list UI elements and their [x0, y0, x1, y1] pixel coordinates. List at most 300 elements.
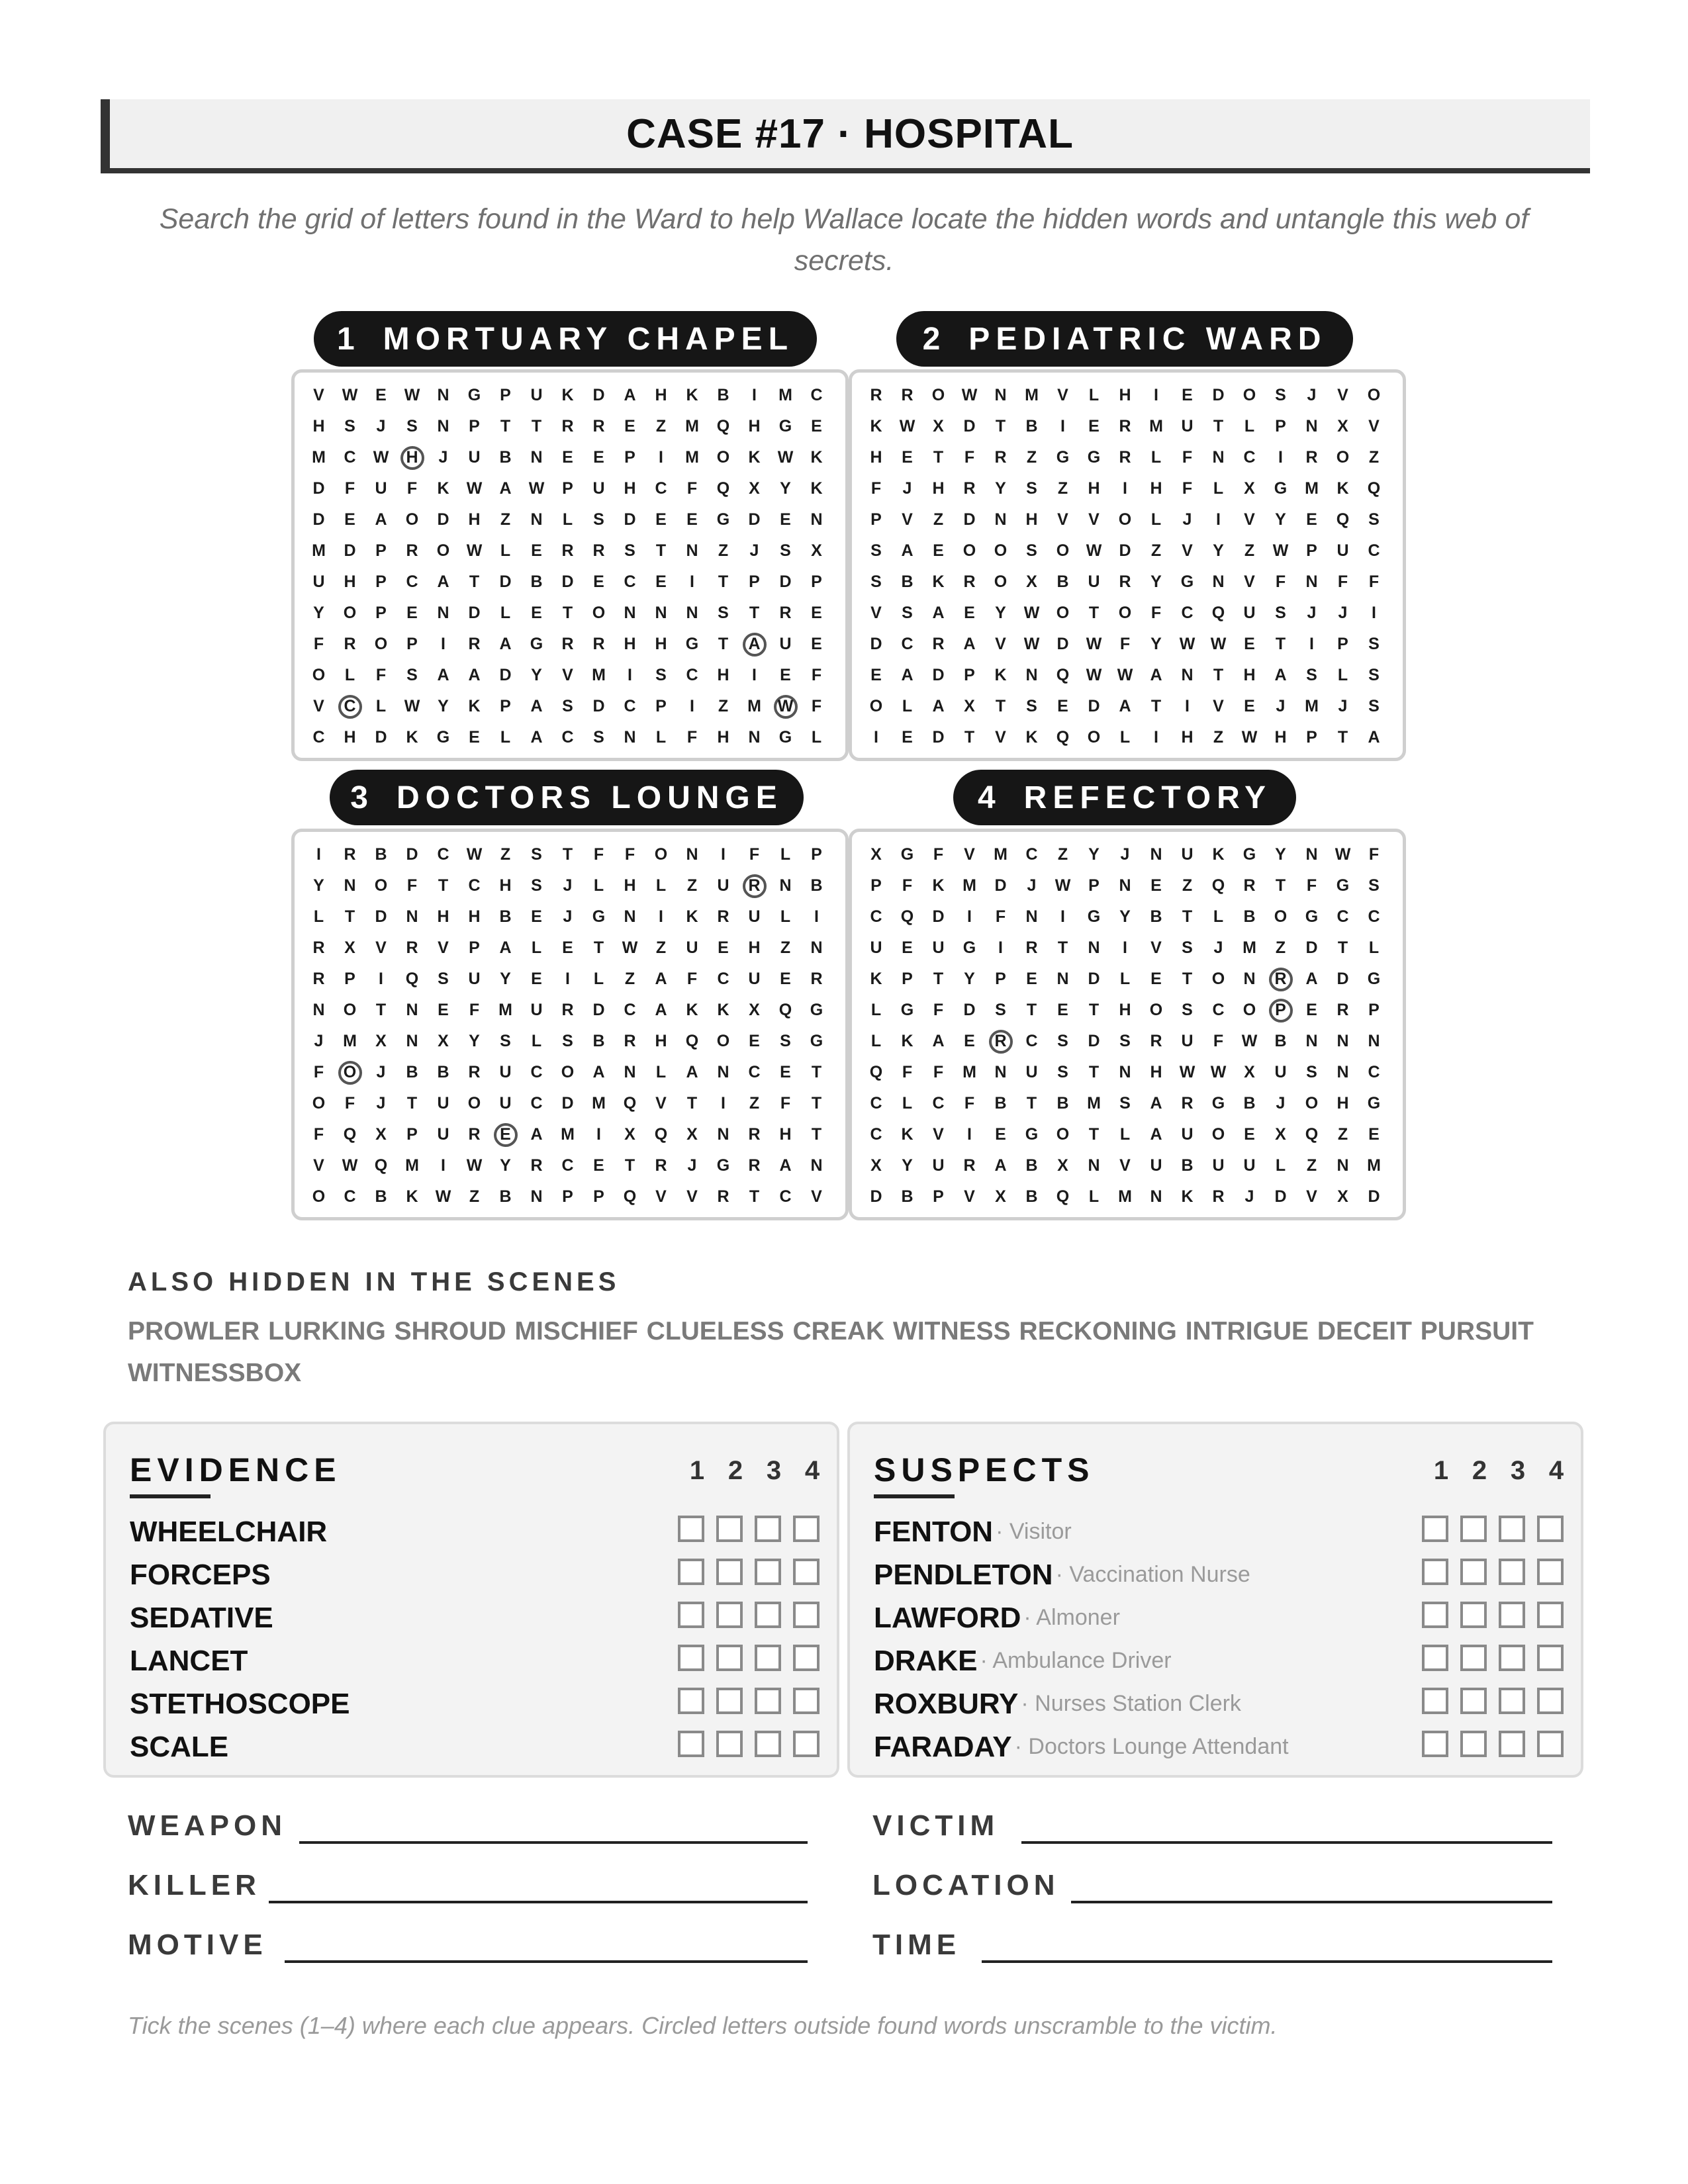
- grid-letter[interactable]: U: [468, 448, 481, 467]
- grid-letter[interactable]: R: [1119, 417, 1131, 435]
- grid-letter[interactable]: X: [1337, 417, 1348, 435]
- grid-letter[interactable]: N: [530, 448, 543, 467]
- scene-checkbox[interactable]: [1422, 1731, 1448, 1757]
- scene-checkbox[interactable]: [1537, 1645, 1564, 1671]
- grid-letter[interactable]: Z: [718, 541, 729, 560]
- grid-letter[interactable]: T: [1337, 728, 1348, 747]
- grid-letter[interactable]: E: [531, 541, 542, 560]
- grid-letter[interactable]: Y: [313, 876, 324, 895]
- scene-checkbox[interactable]: [1499, 1602, 1525, 1628]
- grid-letter[interactable]: J: [902, 479, 912, 498]
- grid-letter[interactable]: N: [1088, 1156, 1100, 1175]
- grid-letter[interactable]: N: [312, 1001, 325, 1019]
- scene-checkbox[interactable]: [1422, 1645, 1448, 1671]
- grid-letter[interactable]: K: [717, 1001, 729, 1019]
- grid-letter[interactable]: R: [810, 970, 823, 988]
- grid-letter[interactable]: L: [902, 697, 913, 715]
- grid-letter[interactable]: B: [1056, 572, 1069, 591]
- grid-letter[interactable]: A: [1368, 728, 1380, 747]
- grid-letter[interactable]: Y: [1213, 541, 1224, 560]
- grid-letter[interactable]: W: [404, 386, 420, 404]
- grid-letter[interactable]: M: [685, 448, 699, 467]
- grid-letter[interactable]: B: [994, 1094, 1007, 1113]
- grid-letter[interactable]: N: [406, 907, 418, 926]
- grid-letter[interactable]: Z: [500, 510, 511, 529]
- grid-letter[interactable]: D: [375, 728, 387, 747]
- grid-letter[interactable]: A: [530, 728, 543, 747]
- grid-letter[interactable]: Q: [900, 907, 914, 926]
- grid-letter[interactable]: E: [718, 938, 729, 957]
- grid-letter[interactable]: B: [1243, 907, 1256, 926]
- grid-letter[interactable]: F: [1337, 572, 1348, 591]
- grid-letter[interactable]: W: [466, 1156, 483, 1175]
- grid-letter[interactable]: E: [375, 386, 387, 404]
- grid-letter[interactable]: D: [1274, 1187, 1287, 1206]
- grid-letter[interactable]: D: [1088, 1032, 1100, 1050]
- grid-letter[interactable]: Q: [716, 479, 730, 498]
- grid-letter[interactable]: R: [468, 1125, 481, 1144]
- grid-letter[interactable]: F: [406, 479, 418, 498]
- grid-letter[interactable]: O: [1243, 386, 1256, 404]
- grid-letter[interactable]: X: [749, 479, 760, 498]
- grid-letter[interactable]: E: [964, 1032, 975, 1050]
- grid-letter[interactable]: X: [624, 1125, 635, 1144]
- grid-letter[interactable]: T: [933, 970, 944, 988]
- grid-letter[interactable]: H: [344, 572, 356, 591]
- grid-letter[interactable]: Y: [1150, 635, 1162, 653]
- grid-letter[interactable]: F: [469, 1001, 480, 1019]
- grid-letter[interactable]: W: [1179, 635, 1196, 653]
- grid-letter[interactable]: G: [436, 728, 450, 747]
- grid-letter[interactable]: D: [344, 541, 356, 560]
- grid-letter[interactable]: D: [932, 907, 945, 926]
- grid-letter[interactable]: J: [1307, 386, 1317, 404]
- grid-letter[interactable]: Y: [995, 604, 1006, 622]
- grid-letter[interactable]: E: [780, 970, 791, 988]
- grid-letter[interactable]: B: [375, 845, 387, 864]
- grid-letter[interactable]: M: [1149, 417, 1163, 435]
- grid-letter[interactable]: E: [902, 938, 913, 957]
- grid-letter[interactable]: H: [717, 666, 729, 684]
- grid-letter[interactable]: S: [438, 970, 449, 988]
- grid-letter[interactable]: L: [1088, 386, 1100, 404]
- grid-letter[interactable]: F: [406, 876, 418, 895]
- grid-letter[interactable]: F: [964, 1094, 975, 1113]
- grid-letter[interactable]: W: [466, 541, 483, 560]
- grid-letter[interactable]: O: [561, 1063, 575, 1081]
- grid-letter[interactable]: V: [811, 1187, 822, 1206]
- grid-letter[interactable]: O: [1118, 604, 1132, 622]
- grid-letter[interactable]: T: [562, 845, 573, 864]
- grid-letter[interactable]: Q: [869, 1063, 883, 1081]
- grid-letter[interactable]: S: [995, 1001, 1006, 1019]
- grid-letter[interactable]: P: [375, 572, 387, 591]
- grid-letter[interactable]: V: [1368, 417, 1380, 435]
- grid-letter[interactable]: F: [1368, 845, 1380, 864]
- grid-letter[interactable]: W: [961, 386, 978, 404]
- grid-letter[interactable]: O: [994, 541, 1008, 560]
- grid-letter[interactable]: H: [468, 510, 481, 529]
- grid-letter[interactable]: O: [343, 604, 357, 622]
- grid-letter[interactable]: K: [748, 448, 761, 467]
- grid-letter[interactable]: P: [1368, 1001, 1380, 1019]
- scene-checkbox[interactable]: [678, 1688, 704, 1714]
- grid-letter[interactable]: T: [1213, 666, 1224, 684]
- grid-letter[interactable]: D: [1336, 970, 1349, 988]
- grid-letter[interactable]: D: [932, 728, 945, 747]
- grid-letter[interactable]: M: [592, 1094, 606, 1113]
- scene-checkbox[interactable]: [1460, 1731, 1487, 1757]
- grid-letter[interactable]: S: [593, 510, 604, 529]
- grid-letter[interactable]: D: [375, 907, 387, 926]
- grid-letter[interactable]: T: [811, 1094, 822, 1113]
- grid-letter[interactable]: O: [654, 845, 668, 864]
- grid-letter[interactable]: W: [373, 448, 389, 467]
- grid-letter[interactable]: U: [437, 1094, 449, 1113]
- circled-letter[interactable]: W: [770, 691, 801, 722]
- grid-letter[interactable]: C: [932, 1094, 945, 1113]
- grid-letter[interactable]: S: [406, 666, 418, 684]
- grid-letter[interactable]: F: [313, 635, 324, 653]
- grid-letter[interactable]: N: [437, 417, 449, 435]
- grid-letter[interactable]: N: [1150, 845, 1162, 864]
- grid-letter[interactable]: E: [933, 541, 944, 560]
- grid-letter[interactable]: E: [1244, 635, 1255, 653]
- grid-letter[interactable]: B: [1243, 1094, 1256, 1113]
- grid-letter[interactable]: Z: [718, 697, 729, 715]
- grid-letter[interactable]: U: [1181, 1032, 1194, 1050]
- grid-letter[interactable]: P: [964, 666, 975, 684]
- grid-letter[interactable]: R: [1119, 448, 1131, 467]
- grid-letter[interactable]: F: [780, 1094, 791, 1113]
- grid-letter[interactable]: S: [1275, 604, 1286, 622]
- grid-letter[interactable]: S: [1182, 1001, 1193, 1019]
- grid-letter[interactable]: C: [1025, 845, 1038, 864]
- grid-letter[interactable]: T: [995, 697, 1006, 715]
- grid-letter[interactable]: H: [932, 479, 945, 498]
- grid-letter[interactable]: M: [994, 845, 1008, 864]
- grid-letter[interactable]: U: [870, 938, 882, 957]
- grid-letter[interactable]: F: [1150, 604, 1162, 622]
- grid-letter[interactable]: S: [562, 697, 573, 715]
- grid-letter[interactable]: Y: [500, 970, 511, 988]
- grid-letter[interactable]: T: [500, 417, 511, 435]
- grid-letter[interactable]: V: [1057, 386, 1068, 404]
- grid-letter[interactable]: P: [406, 635, 418, 653]
- scene-checkbox[interactable]: [793, 1688, 820, 1714]
- grid-letter[interactable]: S: [1368, 697, 1380, 715]
- grid-letter[interactable]: U: [499, 1063, 512, 1081]
- grid-letter[interactable]: W: [1055, 876, 1071, 895]
- grid-letter[interactable]: A: [963, 635, 976, 653]
- grid-letter[interactable]: O: [405, 510, 419, 529]
- grid-letter[interactable]: T: [1088, 1125, 1100, 1144]
- grid-letter[interactable]: K: [810, 479, 823, 498]
- scene-checkbox[interactable]: [755, 1602, 781, 1628]
- grid-letter[interactable]: I: [814, 907, 819, 926]
- grid-letter[interactable]: N: [1119, 1063, 1131, 1081]
- grid-letter[interactable]: S: [1182, 938, 1193, 957]
- grid-letter[interactable]: U: [932, 1156, 945, 1175]
- grid-letter[interactable]: R: [717, 907, 729, 926]
- grid-letter[interactable]: W: [528, 479, 545, 498]
- grid-letter[interactable]: V: [1337, 386, 1348, 404]
- grid-letter[interactable]: G: [900, 1001, 914, 1019]
- grid-letter[interactable]: V: [1182, 541, 1193, 560]
- grid-letter[interactable]: H: [624, 635, 636, 653]
- grid-letter[interactable]: L: [902, 1094, 913, 1113]
- grid-letter[interactable]: D: [437, 510, 449, 529]
- grid-letter[interactable]: F: [686, 479, 698, 498]
- grid-letter[interactable]: V: [995, 635, 1006, 653]
- grid-letter[interactable]: E: [1026, 970, 1037, 988]
- grid-letter[interactable]: D: [312, 510, 325, 529]
- grid-letter[interactable]: Z: [749, 1094, 760, 1113]
- grid-letter[interactable]: O: [312, 1094, 326, 1113]
- grid-letter[interactable]: X: [438, 1032, 449, 1050]
- grid-letter[interactable]: D: [963, 510, 976, 529]
- grid-letter[interactable]: Z: [780, 938, 791, 957]
- grid-letter[interactable]: B: [717, 386, 729, 404]
- grid-letter[interactable]: I: [441, 635, 445, 653]
- grid-letter[interactable]: R: [1119, 572, 1131, 591]
- grid-letter[interactable]: K: [468, 697, 481, 715]
- grid-letter[interactable]: R: [561, 1001, 574, 1019]
- scene-checkbox[interactable]: [716, 1731, 743, 1757]
- grid-letter[interactable]: S: [870, 541, 882, 560]
- grid-letter[interactable]: C: [901, 635, 914, 653]
- grid-letter[interactable]: R: [901, 386, 914, 404]
- grid-letter[interactable]: V: [1150, 938, 1162, 957]
- grid-letter[interactable]: C: [1368, 1063, 1380, 1081]
- grid-letter[interactable]: B: [1056, 1094, 1069, 1113]
- grid-letter[interactable]: S: [344, 417, 355, 435]
- grid-letter[interactable]: P: [593, 1187, 604, 1206]
- grid-letter[interactable]: G: [1367, 970, 1381, 988]
- grid-letter[interactable]: T: [1057, 938, 1068, 957]
- grid-letter[interactable]: G: [1056, 448, 1070, 467]
- grid-letter[interactable]: L: [780, 845, 791, 864]
- grid-letter[interactable]: Z: [1150, 541, 1162, 560]
- grid-letter[interactable]: H: [1088, 479, 1100, 498]
- scene-checkbox[interactable]: [793, 1731, 820, 1757]
- grid-letter[interactable]: N: [686, 604, 698, 622]
- grid-letter[interactable]: G: [900, 845, 914, 864]
- scene-checkbox[interactable]: [1422, 1516, 1448, 1542]
- grid-letter[interactable]: A: [499, 938, 512, 957]
- grid-letter[interactable]: F: [1182, 479, 1193, 498]
- circled-letter[interactable]: E: [490, 1119, 521, 1150]
- grid-letter[interactable]: I: [596, 1125, 601, 1144]
- scene-checkbox[interactable]: [716, 1602, 743, 1628]
- grid-letter[interactable]: W: [1086, 635, 1102, 653]
- grid-letter[interactable]: W: [466, 479, 483, 498]
- grid-letter[interactable]: N: [810, 510, 823, 529]
- grid-letter[interactable]: Q: [623, 1187, 637, 1206]
- grid-letter[interactable]: L: [1150, 448, 1162, 467]
- grid-letter[interactable]: G: [467, 386, 481, 404]
- grid-letter[interactable]: C: [624, 572, 636, 591]
- grid-letter[interactable]: O: [994, 572, 1008, 591]
- grid-letter[interactable]: I: [1309, 635, 1314, 653]
- grid-letter[interactable]: O: [1118, 510, 1132, 529]
- grid-letter[interactable]: W: [899, 417, 915, 435]
- grid-letter[interactable]: N: [717, 1125, 729, 1144]
- grid-letter[interactable]: N: [810, 1156, 823, 1175]
- grid-letter[interactable]: O: [869, 697, 883, 715]
- grid-letter[interactable]: T: [1026, 1001, 1037, 1019]
- grid-letter[interactable]: R: [406, 541, 418, 560]
- scene-checkbox[interactable]: [678, 1645, 704, 1671]
- grid-letter[interactable]: M: [312, 448, 326, 467]
- grid-letter[interactable]: A: [1274, 666, 1287, 684]
- grid-letter[interactable]: D: [870, 635, 882, 653]
- scene-checkbox[interactable]: [678, 1602, 704, 1628]
- grid-letter[interactable]: J: [563, 907, 573, 926]
- grid-letter[interactable]: L: [1337, 666, 1348, 684]
- grid-letter[interactable]: I: [967, 907, 972, 926]
- grid-letter[interactable]: D: [561, 572, 574, 591]
- grid-letter[interactable]: H: [717, 728, 729, 747]
- grid-letter[interactable]: E: [624, 417, 635, 435]
- grid-letter[interactable]: V: [313, 1156, 324, 1175]
- grid-letter[interactable]: E: [995, 1125, 1006, 1144]
- grid-letter[interactable]: H: [1150, 479, 1162, 498]
- grid-letter[interactable]: L: [1368, 938, 1380, 957]
- grid-letter[interactable]: N: [994, 386, 1007, 404]
- grid-letter[interactable]: X: [344, 938, 355, 957]
- grid-letter[interactable]: O: [716, 1032, 730, 1050]
- grid-letter[interactable]: G: [1367, 1094, 1381, 1113]
- grid-letter[interactable]: Z: [624, 970, 635, 988]
- grid-letter[interactable]: N: [1212, 572, 1225, 591]
- grid-letter[interactable]: D: [1056, 635, 1069, 653]
- grid-letter[interactable]: M: [1118, 1187, 1132, 1206]
- grid-letter[interactable]: N: [1025, 907, 1038, 926]
- grid-letter[interactable]: F: [624, 845, 635, 864]
- grid-letter[interactable]: Z: [1026, 448, 1037, 467]
- grid-letter[interactable]: B: [1150, 907, 1162, 926]
- scene-checkbox[interactable]: [793, 1645, 820, 1671]
- grid-letter[interactable]: O: [1056, 541, 1070, 560]
- grid-letter[interactable]: U: [779, 635, 792, 653]
- grid-letter[interactable]: P: [995, 970, 1006, 988]
- grid-letter[interactable]: N: [1336, 1156, 1349, 1175]
- grid-letter[interactable]: L: [1119, 1125, 1131, 1144]
- grid-letter[interactable]: O: [1367, 386, 1381, 404]
- grid-letter[interactable]: N: [1336, 1063, 1349, 1081]
- grid-letter[interactable]: A: [994, 1156, 1007, 1175]
- grid-letter[interactable]: W: [1272, 541, 1289, 560]
- grid-letter[interactable]: B: [592, 1032, 605, 1050]
- grid-letter[interactable]: U: [748, 907, 761, 926]
- grid-letter[interactable]: Q: [374, 1156, 388, 1175]
- grid-letter[interactable]: N: [624, 604, 636, 622]
- grid-letter[interactable]: N: [344, 876, 356, 895]
- grid-letter[interactable]: C: [870, 1125, 882, 1144]
- scene-checkbox[interactable]: [678, 1731, 704, 1757]
- grid-letter[interactable]: C: [870, 907, 882, 926]
- grid-letter[interactable]: B: [437, 1063, 449, 1081]
- scene-checkbox[interactable]: [716, 1559, 743, 1585]
- grid-letter[interactable]: R: [312, 938, 325, 957]
- grid-letter[interactable]: B: [406, 1063, 418, 1081]
- grid-letter[interactable]: H: [1119, 1001, 1131, 1019]
- grid-letter[interactable]: Z: [500, 845, 511, 864]
- grid-letter[interactable]: A: [437, 666, 449, 684]
- grid-letter[interactable]: R: [963, 572, 976, 591]
- grid-letter[interactable]: G: [685, 635, 699, 653]
- grid-letter[interactable]: Z: [1244, 541, 1255, 560]
- grid-letter[interactable]: Y: [1088, 845, 1100, 864]
- grid-letter[interactable]: L: [655, 1063, 667, 1081]
- grid-letter[interactable]: P: [902, 970, 913, 988]
- grid-letter[interactable]: F: [1368, 572, 1380, 591]
- grid-letter[interactable]: C: [437, 845, 449, 864]
- grid-letter[interactable]: Y: [780, 479, 791, 498]
- grid-letter[interactable]: U: [1025, 1063, 1038, 1081]
- scene-checkbox[interactable]: [1537, 1731, 1564, 1757]
- grid-letter[interactable]: G: [592, 907, 606, 926]
- grid-letter[interactable]: Q: [343, 1125, 357, 1144]
- grid-letter[interactable]: H: [624, 876, 636, 895]
- grid-letter[interactable]: A: [624, 386, 636, 404]
- grid-letter[interactable]: C: [686, 666, 698, 684]
- grid-letter[interactable]: E: [1150, 970, 1162, 988]
- grid-letter[interactable]: S: [1368, 666, 1380, 684]
- grid-letter[interactable]: U: [1274, 1063, 1287, 1081]
- grid-letter[interactable]: H: [1181, 728, 1194, 747]
- grid-letter[interactable]: Y: [1275, 510, 1286, 529]
- grid-letter[interactable]: N: [530, 510, 543, 529]
- grid-letter[interactable]: K: [437, 479, 449, 498]
- grid-letter[interactable]: D: [1119, 541, 1131, 560]
- grid-letter[interactable]: L: [1275, 1156, 1286, 1175]
- grid-letter[interactable]: O: [1056, 604, 1070, 622]
- grid-letter[interactable]: N: [1368, 1032, 1380, 1050]
- grid-letter[interactable]: R: [717, 1187, 729, 1206]
- grid-letter[interactable]: K: [810, 448, 823, 467]
- grid-letter[interactable]: A: [686, 1063, 698, 1081]
- grid-letter[interactable]: Q: [1211, 876, 1225, 895]
- grid-letter[interactable]: F: [902, 876, 913, 895]
- grid-letter[interactable]: P: [1306, 541, 1317, 560]
- grid-letter[interactable]: T: [375, 1001, 387, 1019]
- grid-letter[interactable]: J: [1276, 1094, 1286, 1113]
- grid-letter[interactable]: E: [870, 666, 882, 684]
- grid-letter[interactable]: C: [1025, 1032, 1038, 1050]
- grid-letter[interactable]: I: [1278, 448, 1283, 467]
- grid-letter[interactable]: N: [437, 386, 449, 404]
- grid-letter[interactable]: P: [870, 510, 882, 529]
- grid-letter[interactable]: E: [438, 1001, 449, 1019]
- grid-letter[interactable]: B: [530, 572, 543, 591]
- grid-letter[interactable]: O: [467, 1094, 481, 1113]
- grid-letter[interactable]: B: [1274, 1032, 1287, 1050]
- grid-letter[interactable]: I: [721, 1094, 726, 1113]
- grid-letter[interactable]: F: [964, 448, 975, 467]
- grid-letter[interactable]: X: [870, 1156, 882, 1175]
- grid-letter[interactable]: F: [313, 1125, 324, 1144]
- grid-letter[interactable]: A: [499, 479, 512, 498]
- location-answer-line[interactable]: [1071, 1901, 1552, 1903]
- grid-letter[interactable]: X: [686, 1125, 698, 1144]
- grid-letter[interactable]: Q: [1211, 604, 1225, 622]
- grid-letter[interactable]: R: [1305, 448, 1318, 467]
- grid-letter[interactable]: S: [1368, 876, 1380, 895]
- grid-letter[interactable]: C: [406, 572, 418, 591]
- grid-letter[interactable]: Y: [438, 697, 449, 715]
